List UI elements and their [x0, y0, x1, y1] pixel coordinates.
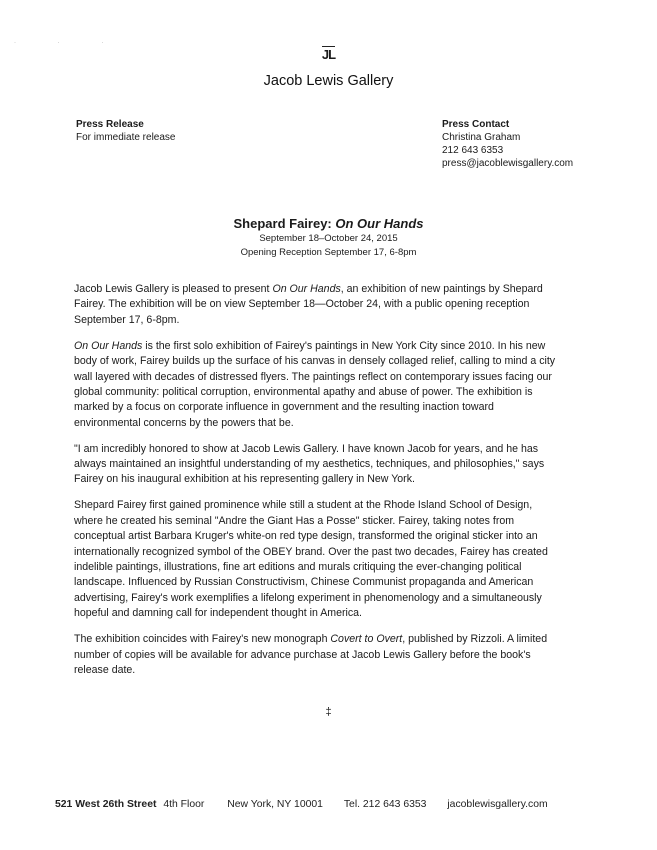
paragraph-intro [74, 282, 556, 328]
p2-title: On Our Hands [74, 339, 143, 352]
exhibition-dates: September 18–October 24, 2015 [259, 233, 398, 244]
footer-city: New York, NY 10001 [227, 799, 323, 810]
footer-website[interactable]: jacoblewisgallery.com [447, 799, 548, 810]
exhibition-name: On Our Hands [335, 216, 424, 231]
artist-name: Shepard Fairey: [233, 216, 336, 231]
p1-text-b: , an exhibition of new paintings by Shepard Fairey. The exhibition will be on view September 18—October 24, with a public opening reception September 17, 6-8pm. [74, 283, 543, 326]
press-release-block [76, 118, 175, 144]
paragraph-quote: "I am incredibly honored to show at Jacob Lewis Gallery. I have known Jacob for years, and he has always maintained an insightful understanding of my aesthetics, techniques, and philosophies," says Fairey on his inaugural exhibition at his representing gallery in New York. [74, 442, 545, 486]
p1-text-a: Jacob Lewis Gallery is pleased to present [74, 283, 273, 295]
exhibition-title [0, 215, 657, 232]
footer-phone: Tel. 212 643 6353 [343, 799, 427, 810]
exhibition-title-block [0, 215, 657, 260]
release-note: For immediate release [76, 132, 176, 143]
gallery-logo [0, 46, 657, 64]
press-contact-label: Press Contact [442, 119, 510, 130]
p5-text-a: The exhibition coincides with Fairey's new monograph [74, 633, 331, 646]
end-mark: ‡ [325, 706, 332, 718]
paragraph-monograph [74, 632, 556, 678]
footer-address [55, 799, 548, 810]
p2-text: is the first solo exhibition of Fairey's paintings in New York City since 2010. In his new body of work, Fairey builds up the surface of his canvas in densely collaged relief, calling to mind a city wall layered with decades of distressed flyers. The paintings reflect on contemporary issues facing our global community: political corruption, environmental apathy and abuse of power. The exhibition is marked by a focus on corporate influence in government and the resulting inaction toward environmental concerns by the powers that be. [74, 339, 556, 429]
contact-email[interactable]: press@jacoblewisgallery.com [442, 158, 574, 169]
contact-name: Christina Graham [442, 132, 521, 143]
p1-title: On Our Hands [272, 283, 341, 295]
p5-text-b: , published by Rizzoli. A limited number of copies will be available for advance purchase at Jacob Lewis Gallery before the book's release date. [74, 633, 548, 676]
footer-street: 521 West 26th Street [55, 799, 157, 810]
press-release-label: Press Release [76, 119, 144, 130]
press-contact-block [442, 118, 573, 170]
opening-reception: Opening Reception September 17, 6-8pm [240, 247, 417, 258]
logo-mark: JL [321, 47, 336, 62]
paragraph-biography: Shepard Fairey first gained prominence while still a student at the Rhode Island School of Design, where he created his seminal "Andre the Giant Has a Posse" sticker. Fairey, taking notes from conceptual artist Barbara Kruger's white-on red type design, transformed the original sticker into an internationally recognized symbol of the OBEY brand. Over the past two decades, Fairey has created indelible paintings, illustrations, fine art editions and murals critiquing the ever-changing political landscape. Influenced by Russian Constructivism, Chinese Communist propaganda and American advertising, Fairey's work exemplifies a lifelong experiment in phenomenology and a simultaneously hopeful and damning call for independent thought in America. [74, 499, 548, 620]
gallery-name: Jacob Lewis Gallery [263, 73, 394, 89]
footer-floor: 4th Floor [163, 799, 205, 810]
contact-phone: 212 643 6353 [442, 145, 504, 156]
paragraph-exhibition [74, 339, 556, 431]
p5-book-title: Covert to Overt [330, 633, 403, 646]
scan-specks: · · · [14, 40, 124, 46]
release-body [74, 282, 556, 689]
